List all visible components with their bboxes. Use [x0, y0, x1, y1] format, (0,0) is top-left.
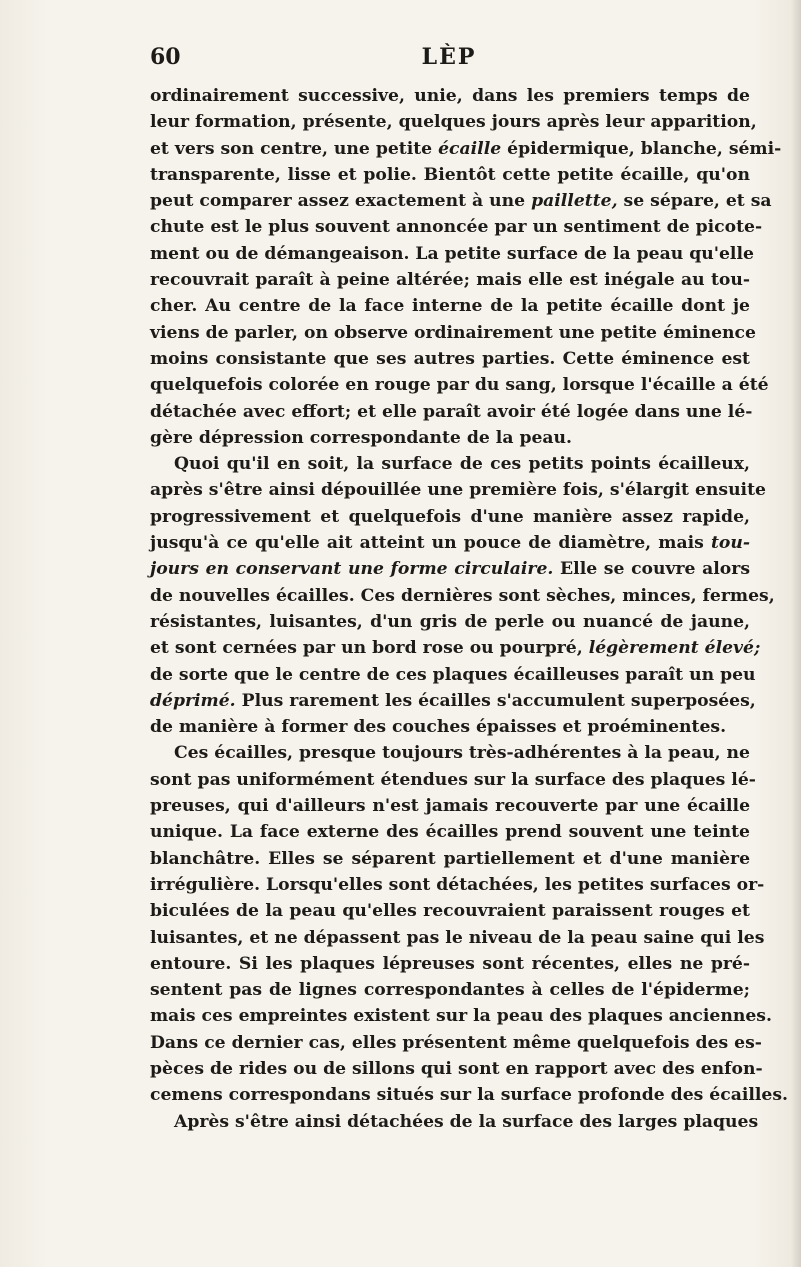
- text-line: [150, 1082, 789, 1108]
- text-line: [150, 109, 757, 135]
- line-text: et sont cernées par un bord rose ou pourpré,: [150, 638, 589, 659]
- line-text: mais ces empreintes existent sur la peau des plaques anciennes.: [150, 1006, 772, 1027]
- text-line: [150, 425, 750, 451]
- line-text: Ces écailles, presque toujours très-adhérentes à la peau, ne: [174, 743, 750, 764]
- text-line: [150, 925, 765, 951]
- italic-text: légèrement élevé;: [588, 638, 761, 659]
- italic-text: jours en conservant une forme circulaire.: [150, 559, 554, 580]
- line-text: gère dépression correspondante de la peau.: [150, 427, 573, 448]
- text-line: [150, 819, 750, 845]
- line-text: unique. La face externe des écailles prend souvent une teinte: [150, 822, 750, 843]
- line-text: blanchâtre. Elles se séparent partiellement et d'une manière: [150, 848, 750, 869]
- text-line: [150, 530, 750, 556]
- text-line: [150, 136, 782, 162]
- line-text: de manière à former des couches épaisses et proéminentes.: [150, 717, 727, 738]
- text-line: [150, 241, 754, 267]
- line-text: ordinairement successive, unie, dans les premiers temps de: [150, 86, 750, 106]
- italic-text: déprimé.: [150, 690, 236, 711]
- text-line: [150, 898, 750, 924]
- text-line: [150, 451, 750, 477]
- text-line: [150, 1030, 762, 1056]
- text-line: [150, 609, 750, 635]
- italic-text: tou-: [710, 533, 750, 554]
- text-line: [150, 346, 750, 372]
- page-edge-shadow: [791, 0, 801, 1267]
- text-line: [150, 162, 750, 188]
- text-line: [150, 556, 750, 582]
- text-line: [150, 504, 750, 530]
- body-text: [150, 83, 789, 1135]
- line-text: jusqu'à ce qu'elle ait atteint un pouce de diamètre, mais: [150, 533, 711, 554]
- line-text: sentent pas de lignes correspondantes à celles de l'épiderme;: [150, 980, 750, 1001]
- line-text: viens de parler, on observe ordinairement une petite éminence: [150, 322, 756, 343]
- line-text: ment ou de démangeaison. La petite surface de la peau qu'elle: [150, 243, 754, 264]
- line-text: Quoi qu'il en soit, la surface de ces petits points écailleux,: [174, 454, 750, 475]
- line-text: preuses, qui d'ailleurs n'est jamais recouverte par une écaille: [150, 796, 750, 817]
- line-text: entoure. Si les plaques lépreuses sont récentes, elles ne pré-: [150, 953, 750, 974]
- line-text: Après s'être ainsi détachées de la surface des larges plaques: [174, 1111, 759, 1132]
- text-line: [150, 372, 769, 398]
- text-line: [150, 635, 761, 661]
- line-text: détachée avec effort; et elle paraît avoir été logée dans une lé-: [150, 401, 753, 422]
- text-line: [150, 320, 756, 346]
- line-text: moins consistante que ses autres parties. Cette éminence est: [150, 348, 750, 369]
- line-text: après s'être ainsi dépouillée une première fois, s'élargit ensuite: [150, 480, 766, 501]
- text-line: [150, 714, 750, 740]
- text-line: [150, 662, 756, 688]
- line-text: biculées de la peau qu'elles recouvraient paraissent rouges et: [150, 901, 750, 922]
- text-line: [150, 214, 763, 240]
- line-text: cemens correspondans situés sur la surface profonde des écailles.: [150, 1085, 789, 1106]
- text-line: [150, 83, 750, 109]
- line-text: Elle se couvre alors: [553, 559, 750, 580]
- text-line: [150, 399, 753, 425]
- text-line: [150, 267, 750, 293]
- line-text: épidermique, blanche, sémi-: [501, 138, 782, 159]
- text-line: [150, 951, 750, 977]
- line-text: recouvrait paraît à peine altérée; mais elle est inégale au tou-: [150, 270, 750, 291]
- line-text: de sorte que le centre de ces plaques écailleuses paraît un peu: [150, 664, 756, 685]
- text-line: [150, 872, 765, 898]
- text-line: [150, 583, 775, 609]
- text-line: [150, 293, 750, 319]
- line-text: quelquefois colorée en rouge par du sang, lorsque l'écaille a été: [150, 375, 769, 396]
- line-text: progressivement et quelquefois d'une manière assez rapide,: [150, 506, 750, 527]
- text-line: [150, 793, 750, 819]
- running-head: LÈP: [421, 44, 477, 70]
- line-text: et vers son centre, une petite: [150, 138, 439, 159]
- text-line: [150, 740, 750, 766]
- text-line: [150, 188, 772, 214]
- line-text: luisantes, et ne dépassent pas le niveau de la peau saine qui les: [150, 927, 765, 948]
- text-line: [150, 688, 756, 714]
- text-line: [150, 846, 750, 872]
- text-line: [150, 977, 750, 1003]
- line-text: peut comparer assez exactement à une: [150, 191, 532, 212]
- text-line: [150, 1109, 759, 1135]
- line-text: transparente, lisse et polie. Bientôt cette petite écaille, qu'on: [150, 164, 750, 185]
- line-text: résistantes, luisantes, d'un gris de perle ou nuancé de jaune,: [150, 611, 750, 632]
- text-line: [150, 767, 756, 793]
- page-header: [150, 44, 748, 74]
- line-text: de nouvelles écailles. Ces dernières sont sèches, minces, fermes,: [150, 585, 775, 606]
- page-number: 60: [150, 44, 181, 70]
- line-text: se sépare, et sa: [617, 191, 772, 212]
- line-text: Plus rarement les écailles s'accumulent superposées,: [235, 690, 756, 711]
- text-line: [150, 1056, 763, 1082]
- text-line: [150, 1003, 772, 1029]
- line-text: cher. Au centre de la face interne de la petite écaille dont je: [150, 296, 750, 317]
- line-text: irrégulière. Lorsqu'elles sont détachées, les petites surfaces or-: [150, 874, 765, 895]
- line-text: chute est le plus souvent annoncée par un sentiment de picote-: [150, 217, 763, 238]
- line-text: pèces de rides ou de sillons qui sont en rapport avec des enfon-: [150, 1058, 763, 1079]
- line-text: sont pas uniformément étendues sur la surface des plaques lé-: [150, 769, 756, 790]
- italic-text: paillette,: [531, 191, 618, 212]
- line-text: Dans ce dernier cas, elles présentent même quelquefois des es-: [150, 1032, 762, 1053]
- text-line: [150, 477, 766, 503]
- italic-text: écaille: [438, 138, 502, 159]
- line-text: leur formation, présente, quelques jours après leur apparition,: [150, 112, 757, 133]
